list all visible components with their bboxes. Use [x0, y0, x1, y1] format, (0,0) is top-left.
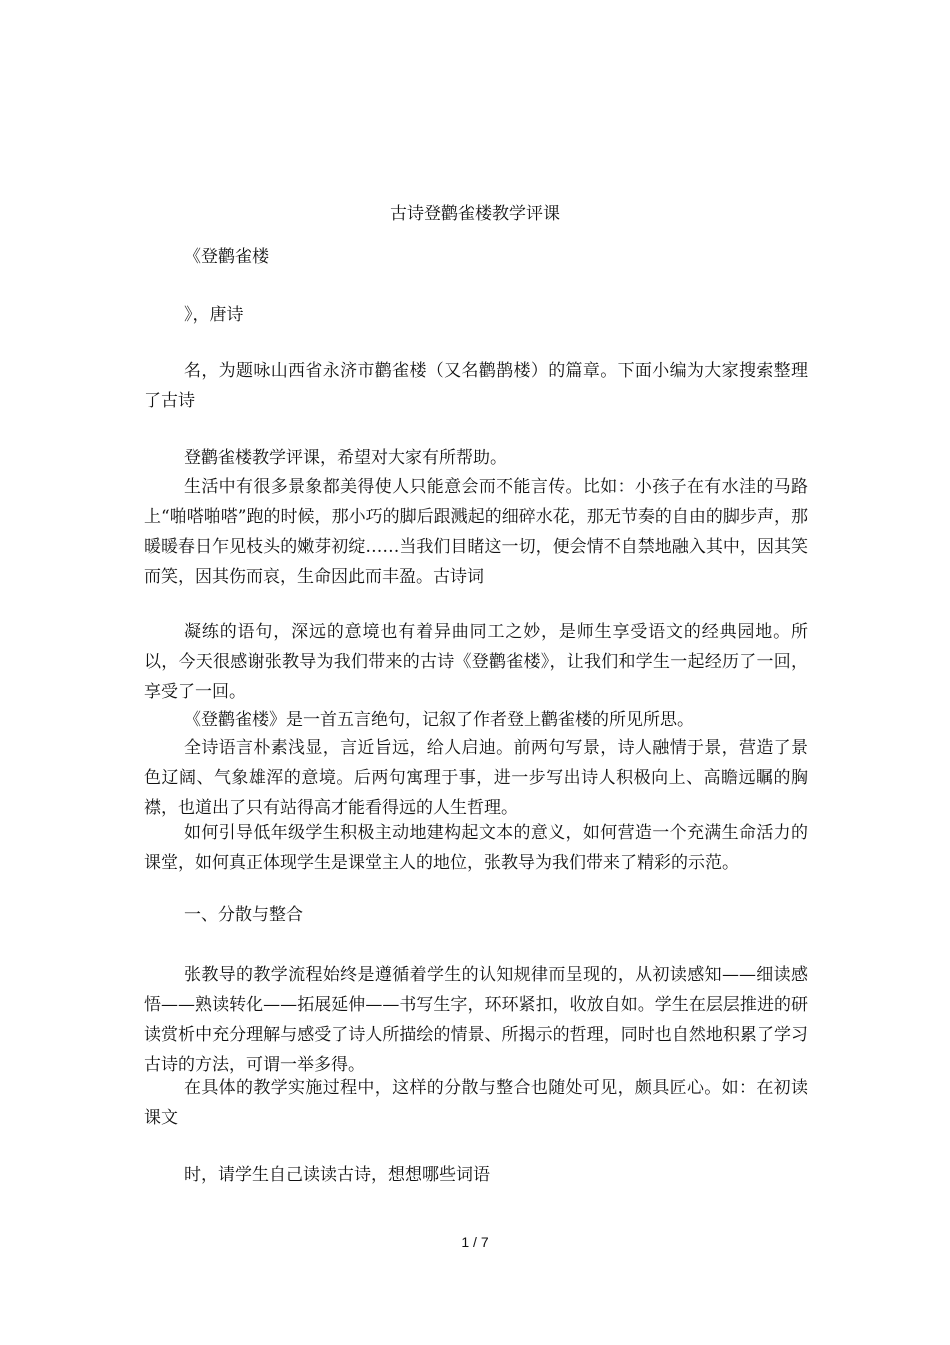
section-heading-1: 一、分散与整合	[184, 905, 303, 925]
paragraph-5: 生活中有很多景象都美得使人只能意会而不能言传。比如：小孩子在有水洼的马路上“啪嗒啪嗒”跑的时候，那小巧的脚后跟溅起的细碎水花，那无节奏的自由的脚步声，那暖暖春日乍见枝头的嫩芽初绽……当我们目睹这一切，便会情不自禁地融入其中，因其笑而笑，因其伤而哀，生命因此而丰盈。古诗词	[144, 477, 808, 587]
paragraph-2: 》，唐诗	[184, 305, 244, 325]
paragraph-4: 登鹳雀楼教学评课，希望对大家有所帮助。	[184, 448, 507, 468]
paragraph-11: 在具体的教学实施过程中，这样的分散与整合也随处可见，颇具匠心。如：在初读课文	[144, 1078, 808, 1128]
paragraph-1: 《登鹳雀楼	[184, 247, 269, 267]
paragraph-7: 《登鹳雀楼》是一首五言绝句，记叙了作者登上鹳雀楼的所见所思。	[184, 710, 694, 730]
paragraph-10: 张教导的教学流程始终是遵循着学生的认知规律而呈现的，从初读感知——细读感悟——熟读转化——拓展延伸——书写生字，环环紧扣，收放自如。学生在层层推进的研读赏析中充分理解与感受了诗人所描绘的情景、所揭示的哲理，同时也自然地积累了学习古诗的方法，可谓一举多得。	[144, 965, 808, 1075]
paragraph-12: 时，请学生自己读读古诗，想想哪些词语	[184, 1165, 490, 1185]
page-number: 1 / 7	[461, 1234, 489, 1250]
paragraph-3: 名，为题咏山西省永济市鹳雀楼（又名鹳鹊楼）的篇章。下面小编为大家搜索整理了古诗	[144, 361, 808, 411]
document-title: 古诗登鹳雀楼教学评课	[390, 204, 560, 224]
paragraph-6: 凝练的语句，深远的意境也有着异曲同工之妙，是师生享受语文的经典园地。所以，今天很感谢张教导为我们带来的古诗《登鹳雀楼》，让我们和学生一起经历了一回，享受了一回。	[144, 622, 808, 702]
paragraph-9: 如何引导低年级学生积极主动地建构起文本的意义，如何营造一个充满生命活力的课堂，如何真正体现学生是课堂主人的地位，张教导为我们带来了精彩的示范。	[144, 823, 808, 873]
paragraph-8: 全诗语言朴素浅显，言近旨远，给人启迪。前两句写景，诗人融情于景，营造了景色辽阔、气象雄浑的意境。后两句寓理于事，进一步写出诗人积极向上、高瞻远瞩的胸襟，也道出了只有站得高才能看得远的人生哲理。	[144, 738, 808, 818]
